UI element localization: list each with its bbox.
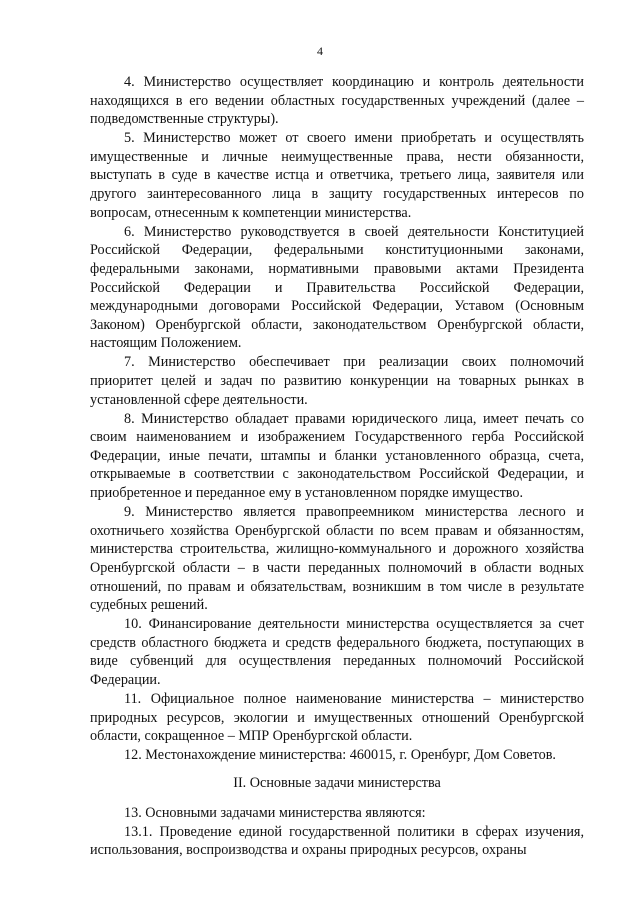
paragraph-4: 4. Министерство осуществляет координацию и контроль деятельности находящихся в его ведении областных государственных учреждений (далее – подведомственные структуры). [90,74,584,128]
paragraph-11: 11. Официальное полное наименование министерства – министерство природных ресурсов, экологии и имущественных отношений Оренбургской области, сокращенное – МПР Оренбургской области. [90,691,584,745]
document-body [90,73,584,860]
page-number: 4 [317,44,323,58]
paragraph-9: 9. Министерство является правопреемником министерства лесного и охотничьего хозяйства Оренбургской области по всем правам и обязанностям, министерства строительства, жилищно-коммунального и дорожного хозяйства Оренбургской области – в части переданных полномочий в области водных отношений, по правам и обязательствам, возникшим в том числе в результате судебных решений. [90,504,584,614]
paragraph-7: 7. Министерство обеспечивает при реализации своих полномочий приоритет целей и задач по развитию конкуренции на товарных рынках в установленной сфере деятельности. [90,354,584,408]
paragraph-5: 5. Министерство может от своего имени приобретать и осуществлять имущественные и личные неимущественные права, нести обязанности, выступать в суде в качестве истца и ответчика, третьего лица, заявителя или другого заинтересованного лица в защиту государственных интересов по вопросам, отнесенным к компетенции министерства. [90,130,584,221]
paragraph-12: 12. Местонахождение министерства: 460015, г. Оренбург, Дом Советов. [124,747,556,764]
paragraph-8: 8. Министерство обладает правами юридического лица, имеет печать со своим наименованием и изображением Государственного герба Российской Федерации, иные печати, штампы и бланки установленного образца, счета, открываемые в соответствии с законодательством Российской Федерации, и приобретенное и переданное ему в установленном порядке имущество. [90,410,584,502]
paragraph-10: 10. Финансирование деятельности министерства осуществляется за счет средств областного бюджета и средств федерального бюджета, поступающих в виде субвенций для осуществления переданных полномочий Российской Федерации. [90,616,584,688]
paragraph-13-1: 13.1. Проведение единой государственной политики в сферах изучения, использования, воспроизводства и охраны природных ресурсов, охраны [90,823,584,859]
section-title: II. Основные задачи министерства [233,774,441,791]
paragraph-13: 13. Основными задачами министерства являются: [124,804,426,821]
paragraph-6: 6. Министерство руководствуется в своей деятельности Конституцией Российской Федерации, федеральными конституционными законами, федеральными законами, нормативными правовыми актами Президента Российской Федерации и Правительства Российской Федерации, международными договорами Российской Федерации, Уставом (Основным Законом) Оренбургской области, законодательством Оренбургской области, настоящим Положением. [90,223,584,352]
